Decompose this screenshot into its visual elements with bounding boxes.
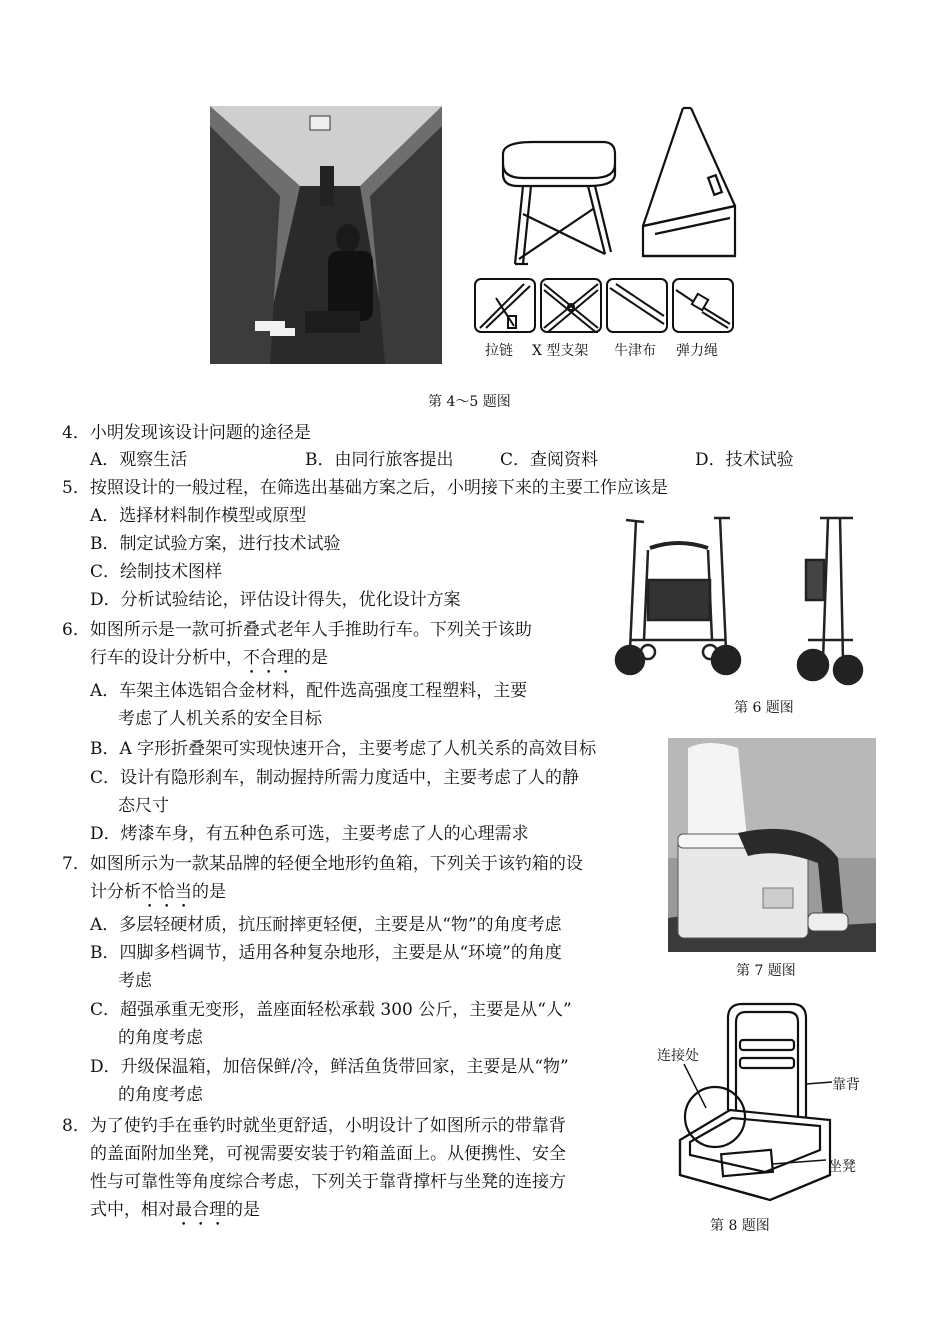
q7-stem-pre: 计分析 [90, 882, 141, 902]
q6-stem-line2 [90, 645, 328, 678]
q7-option-d-line1: D．升级保温箱，加倍保鲜/冷，鲜活鱼货带回家，主要是从“物” [90, 1057, 569, 1077]
q6-option-a-line1: A．车架主体选铝合金材料，配件选高强度工程塑料，主要 [90, 681, 528, 701]
q8-line4 [90, 1197, 260, 1230]
stool-carry-bag-drawing [635, 106, 745, 271]
q4-option-b: B．由同行旅客提出 [305, 450, 454, 470]
figure-6-caption: 第 6 题图 [734, 700, 794, 716]
train-photo [210, 106, 442, 364]
leader-line-seat [772, 1150, 828, 1170]
elastic-cord-detail [672, 278, 734, 333]
detail-label-zipper: 拉链 [485, 343, 513, 359]
q6-option-b: B．A 字形折叠架可实现快速开合，主要考虑了人机关系的高效目标 [90, 739, 597, 759]
q5-option-a: A．选择材料制作模型或原型 [90, 506, 307, 526]
figure-7-caption: 第 7 题图 [736, 963, 796, 979]
q5-option-d: D．分析试验结论，评估设计得失，优化设计方案 [90, 590, 461, 610]
q8-line1: 8．为了使钓手在垂钓时就坐更舒适，小明设计了如图所示的带靠背 [62, 1116, 566, 1136]
label-joint: 连接处 [657, 1048, 699, 1064]
q5-option-c: C．绘制技术图样 [90, 562, 223, 582]
q6-stem-emphasis: 不合理 [243, 648, 294, 668]
q6-stem-line1: 6．如图所示是一款可折叠式老年人手推助行车。下列关于该助 [62, 620, 532, 640]
label-seat: 坐凳 [828, 1159, 856, 1175]
q6-option-c-line1: C．设计有隐形刹车，制动握持所需力度适中，主要考虑了人的静 [90, 768, 580, 788]
q7-option-b-line1: B．四脚多档调节，适用各种复杂地形，主要是从“环境”的角度 [90, 943, 562, 963]
walker-photo [608, 510, 873, 690]
q4-option-d: D．技术试验 [695, 450, 794, 470]
zipper-detail [474, 278, 536, 333]
fishing-box-photo [668, 738, 876, 952]
leader-line-backrest [806, 1078, 834, 1088]
q7-option-a: A．多层轻硬材质，抗压耐摔更轻便，主要是从“物”的角度考虑 [90, 915, 562, 935]
leader-line-joint [680, 1062, 710, 1110]
q6-option-d: D．烤漆车身，有五种色系可选，主要考虑了人的心理需求 [90, 824, 529, 844]
q7-option-d-line2: 的角度考虑 [118, 1085, 203, 1105]
detail-label-elastic: 弹力绳 [676, 343, 718, 359]
label-backrest: 靠背 [832, 1077, 860, 1093]
q7-option-c-line1: C．超强承重无变形，盖座面轻松承载 300 公斤，主要是从“人” [90, 1000, 572, 1020]
q6-option-c-line2: 态尺寸 [118, 796, 169, 816]
q7-stem-line1: 7．如图所示为一款某品牌的轻便全地形钓鱼箱，下列关于该钓箱的设 [62, 854, 583, 874]
q8-line4-pre: 式中，相对 [90, 1200, 175, 1220]
q4-option-c: C．查阅资料 [500, 450, 599, 470]
folding-stool-drawing [493, 134, 623, 274]
q6-option-a-line2: 考虑了人机关系的安全目标 [118, 709, 322, 729]
q8-line4-post: 的是 [226, 1200, 260, 1220]
q7-option-b-line2: 考虑 [118, 971, 152, 991]
q7-stem-emphasis: 不恰当 [141, 882, 192, 902]
figure-8-caption: 第 8 题图 [710, 1218, 770, 1234]
oxford-cloth-detail [606, 278, 668, 333]
q7-option-c-line2: 的角度考虑 [118, 1028, 203, 1048]
x-frame-detail [540, 278, 602, 333]
q8-line2: 的盖面附加坐凳，可视需要安装于钓箱盖面上。从便携性、安全 [90, 1144, 566, 1164]
q4-stem: 4．小明发现该设计问题的途径是 [62, 423, 311, 443]
q7-stem-line2 [90, 879, 226, 912]
q6-stem-pre: 行车的设计分析中， [90, 648, 243, 668]
q4-option-a: A．观察生活 [90, 450, 188, 470]
q7-stem-post: 的是 [192, 882, 226, 902]
q8-line3: 性与可靠性等角度综合考虑，下列关于靠背撑杆与坐凳的连接方 [90, 1172, 566, 1192]
figure-4-5-caption: 第 4～5 题图 [428, 394, 511, 410]
q6-stem-post: 的是 [294, 648, 328, 668]
q5-option-b: B．制定试验方案，进行技术试验 [90, 534, 341, 554]
q5-stem: 5．按照设计的一般过程，在筛选出基础方案之后，小明接下来的主要工作应该是 [62, 478, 668, 498]
q8-emphasis: 最合理 [175, 1200, 226, 1220]
detail-label-x-frame: X 型支架 [532, 343, 589, 359]
detail-label-oxford: 牛津布 [614, 343, 656, 359]
